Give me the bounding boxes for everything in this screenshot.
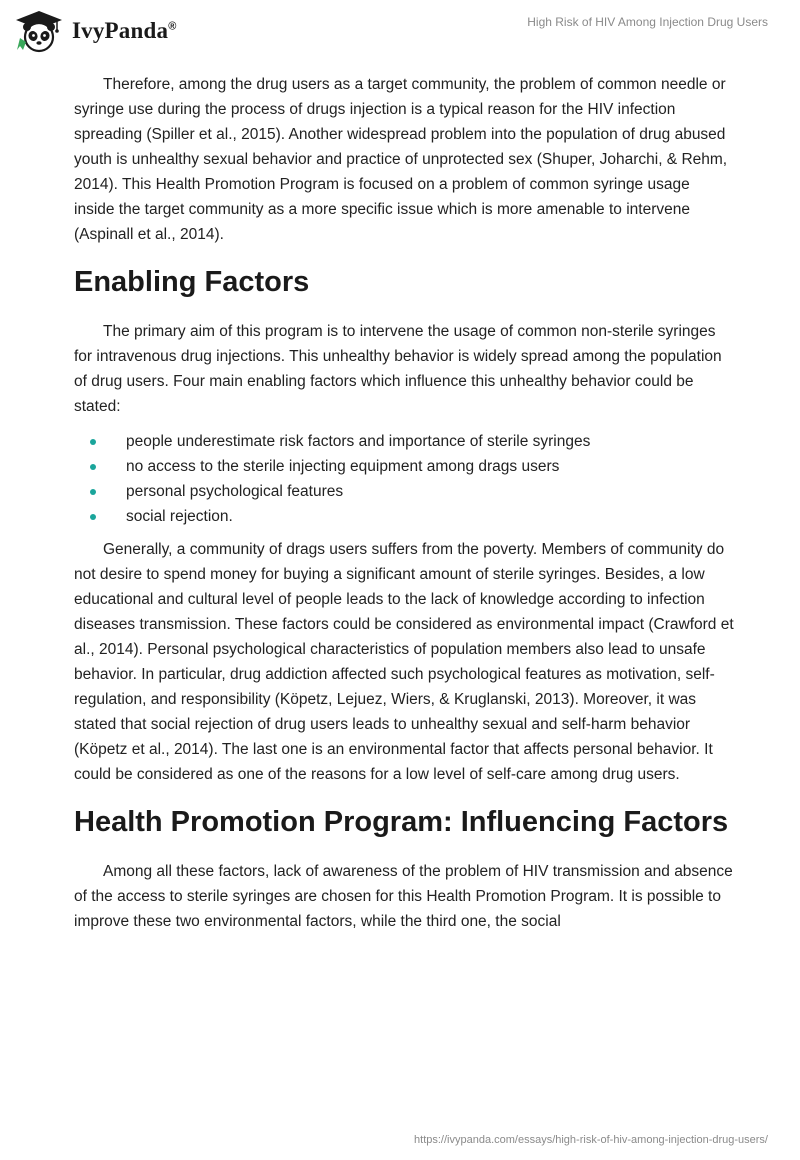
paragraph-poverty: Generally, a community of drags users suffers from the poverty. Members of community do not desire to spend money for buying a significant amount of sterile syringes. Besides, a low educational and cultural level of people leads to the lack of knowledge according to infection diseases transmission. These factors could be considered as environmental impact (Crawford et al., 2014). Personal psychological characteristics of population members also lead to unsafe behavior. In particular, drug addiction affected such psychological features as motivation, self-regulation, and responsibility (Köpetz, Lejuez, Wiers, & Kruglanski, 2013). Moreover, it was stated that social rejection of drug users leads to unhealthy sexual and self-harm behavior (Köpetz et al., 2014). The last one is an environmental factor that affects personal behavior. It could be considered as one of the reasons for a low level of self-care among drug users. [74,541,734,783]
brand-name: IvyPanda® [72,18,177,43]
list-item: social rejection. [74,504,734,529]
enabling-factors-list [74,429,734,529]
panda-logo-icon [12,8,66,54]
registered-mark: ® [168,20,177,33]
list-item: no access to the sterile injecting equipment among drags users [74,454,734,479]
document-title: High Risk of HIV Among Injection Drug Users [527,15,768,29]
list-item: people underestimate risk factors and importance of sterile syringes [74,429,734,454]
source-url[interactable]: https://ivypanda.com/essays/high-risk-of-hiv-among-injection-drug-users/ [414,1134,768,1146]
essay-body [74,72,734,944]
list-item: personal psychological features [74,479,734,504]
paragraph-intro: Therefore, among the drug users as a target community, the problem of common needle or syringe use during the process of drugs injection is a typical reason for the HIV infection spreading (Spiller et al., 2015). Another widespread problem into the population of drug abused youth is unhealthy sexual behavior and practice of unprotected sex (Shuper, Joharchi, & Rehm, 2014). This Health Promotion Program is focused on a problem of common syringe usage inside the target community as a more specific issue which is more amenable to intervene (Aspinall et al., 2014). [74,76,728,243]
heading-influencing-factors: Health Promotion Program: Influencing Factors [74,806,729,838]
page-header [0,0,800,64]
brand-logo[interactable] [12,8,177,54]
paragraph-program-aim: The primary aim of this program is to intervene the usage of common non-sterile syringes for intravenous drug injections. This unhealthy behavior is widely spread among the population of drug users. Four main enabling factors which influence this unhealthy behavior could be stated: [74,323,722,415]
paragraph-awareness: Among all these factors, lack of awareness of the problem of HIV transmission and absence of the access to sterile syringes are chosen for this Health Promotion Program. It is possible to improve these two environmental factors, while the third one, the social [74,863,733,930]
heading-enabling-factors: Enabling Factors [74,266,310,298]
